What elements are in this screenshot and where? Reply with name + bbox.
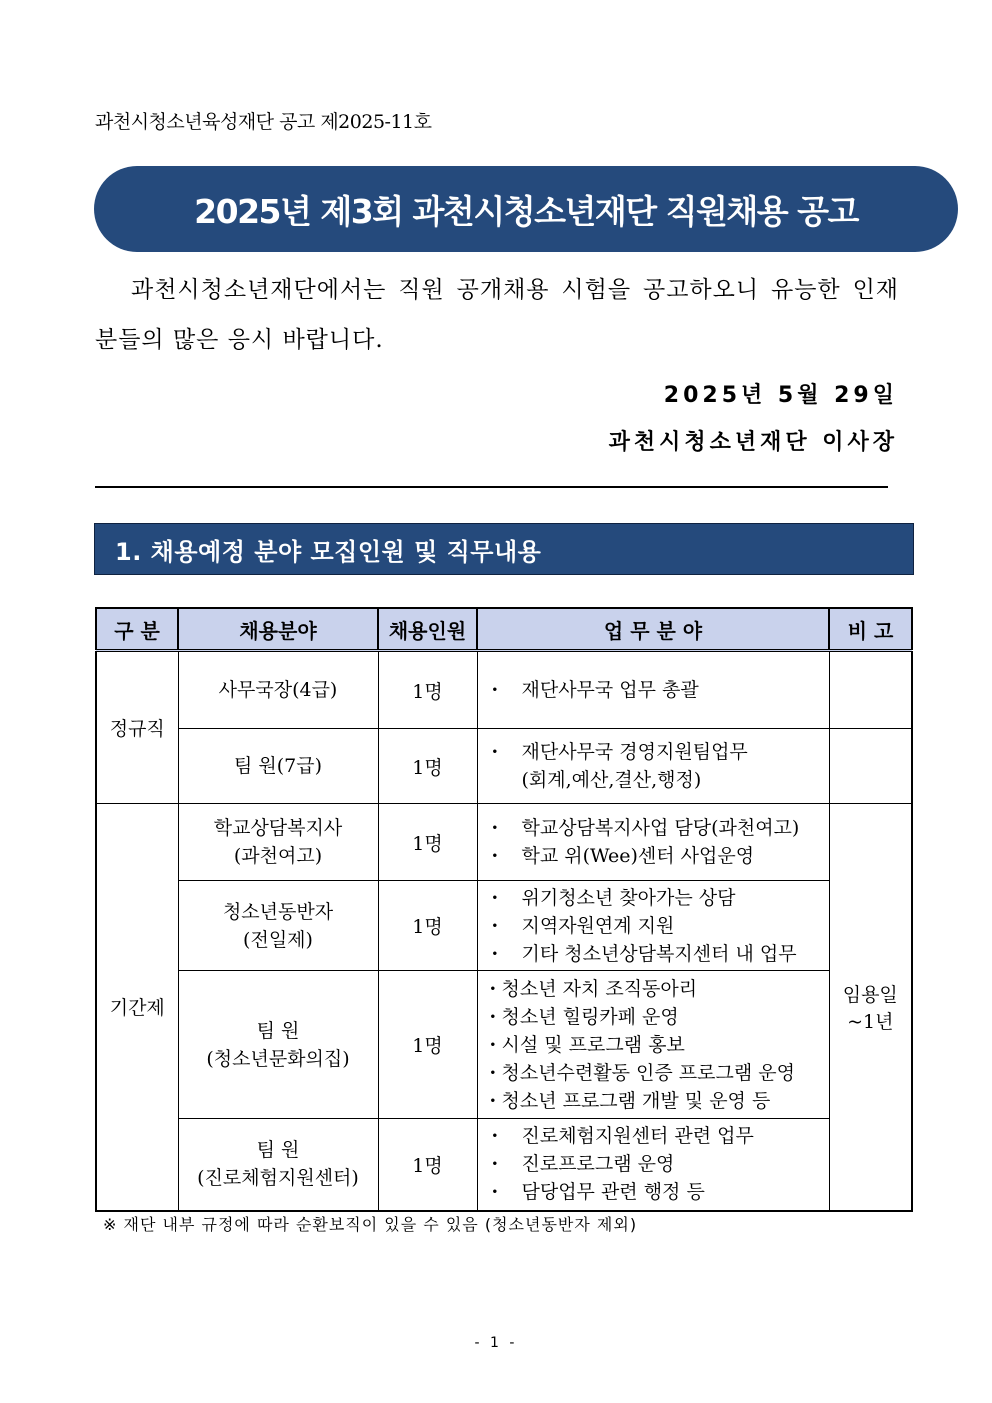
duty-item: · 담당업무 관련 행정 등 (492, 1178, 829, 1206)
duties-cell (477, 881, 829, 971)
note-line: 임용일 (842, 983, 898, 1006)
duties-cell (477, 1119, 829, 1211)
header-category: 구 분 (96, 608, 178, 651)
count-cell: 1명 (378, 1119, 477, 1211)
table-row (96, 729, 912, 804)
field-cell: 청소년동반자 (전일제) (178, 881, 378, 971)
section-header (94, 523, 914, 575)
duty-item: · 학교상담복지사업 담당(과천여고) (492, 814, 829, 842)
table-row (96, 651, 912, 729)
duty-item: · 시설 및 프로그램 홍보 (490, 1031, 829, 1059)
page-title: 2025년 제3회 과천시청소년재단 직원채용 공고 (194, 191, 858, 231)
count-cell: 1명 (378, 651, 477, 729)
page-number: - 1 - (474, 1335, 518, 1351)
duty-item: · 학교 위(Wee)센터 사업운영 (492, 842, 829, 870)
signer: 과천시청소년재단 이사장 (608, 430, 898, 455)
duty-item: · 재단사무국 경영지원팀업무 (492, 738, 829, 766)
count-cell: 1명 (378, 729, 477, 804)
duty-item-continued: (회계,예산,결산,행정) (521, 769, 702, 791)
count-cell: 1명 (378, 971, 477, 1119)
duty-item: · 진로프로그램 운영 (492, 1150, 829, 1178)
table-row (96, 881, 912, 971)
count-cell: 1명 (378, 804, 477, 881)
duty-item: · 지역자원연계 지원 (492, 912, 829, 940)
footnote: ※ 재단 내부 규정에 따라 순환보직이 있을 수 있음 (청소년동반자 제외) (103, 1215, 638, 1234)
note-line: ~1년 (847, 1010, 894, 1033)
duties-cell (477, 729, 829, 804)
title-banner (94, 166, 958, 252)
duty-item: · 기타 청소년상담복지센터 내 업무 (492, 940, 829, 968)
header-duties: 업 무 분 야 (477, 608, 829, 651)
category-cell: 기간제 (96, 804, 178, 1211)
note-cell (829, 651, 912, 729)
duties-cell (477, 804, 829, 881)
job-table (95, 607, 913, 1212)
intro-paragraph: 과천시청소년재단에서는 직원 공개채용 시험을 공고하오니 유능한 인재분들의 많은 응시 바랍니다. (95, 277, 899, 353)
notice-number: 과천시청소년육성재단 공고 제2025-11호 (95, 111, 432, 133)
table-header-row (96, 608, 912, 651)
count-cell: 1명 (378, 881, 477, 971)
field-cell: 학교상담복지사 (과천여고) (178, 804, 378, 881)
note-cell (829, 804, 912, 1211)
header-count: 채용인원 (378, 608, 477, 651)
announcement-date: 2025년 5월 29일 (663, 383, 898, 408)
duty-item: · 청소년 힐링카페 운영 (490, 1003, 829, 1031)
duties-cell (477, 651, 829, 729)
field-cell: 팀 원 (청소년문화의집) (178, 971, 378, 1119)
duty-item: · 청소년 자치 조직동아리 (490, 975, 829, 1003)
header-field: 채용분야 (178, 608, 378, 651)
section-title: 1. 채용예정 분야 모집인원 및 직무내용 (115, 537, 542, 566)
table-row (96, 1119, 912, 1211)
field-cell: 팀 원 (진로체험지원센터) (178, 1119, 378, 1211)
duty-item: · 청소년 프로그램 개발 및 운영 등 (490, 1087, 829, 1115)
duties-cell (477, 971, 829, 1119)
duty-item: · 진로체험지원센터 관련 업무 (492, 1122, 829, 1150)
header-note: 비 고 (829, 608, 912, 651)
field-cell: 팀 원(7급) (178, 729, 378, 804)
note-cell (829, 729, 912, 804)
duty-item: · 청소년수련활동 인증 프로그램 운영 (490, 1059, 829, 1087)
field-cell: 사무국장(4급) (178, 651, 378, 729)
category-cell: 정규직 (96, 651, 178, 804)
table-row (96, 971, 912, 1119)
duty-item: · 재단사무국 업무 총괄 (492, 676, 829, 704)
divider (95, 486, 888, 488)
duty-item: · 위기청소년 찾아가는 상담 (492, 884, 829, 912)
table-row (96, 804, 912, 881)
